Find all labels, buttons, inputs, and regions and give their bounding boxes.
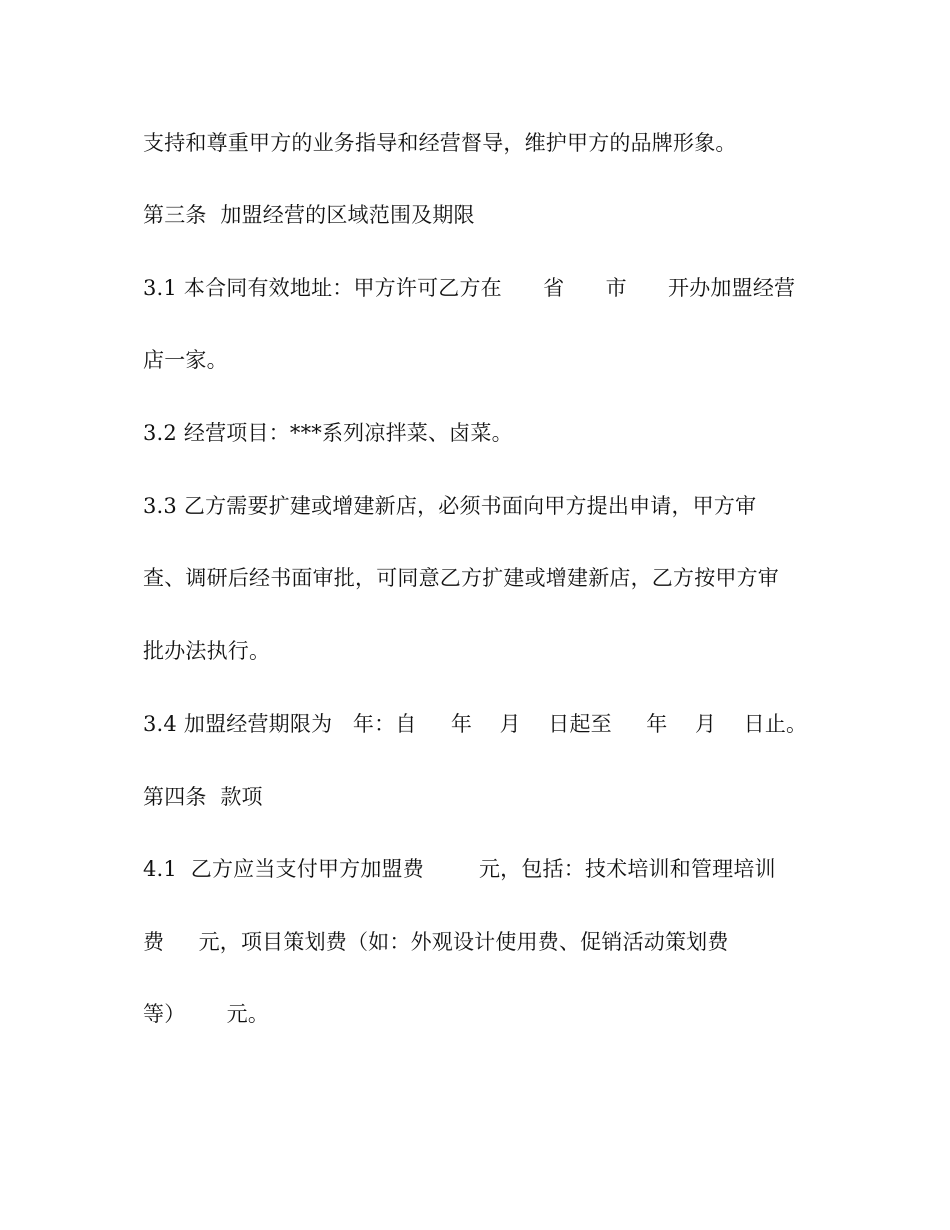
paragraph-line-3-2: 3.2 经营项目：***系列凉拌菜、卤菜。 bbox=[143, 421, 513, 445]
section-heading-article-3: 第三条 加盟经营的区域范围及期限 bbox=[143, 203, 475, 227]
paragraph-line: 等） 元。 bbox=[143, 1002, 270, 1026]
paragraph-line: 店一家。 bbox=[143, 348, 228, 372]
paragraph-line: 查、调研后经书面审批，可同意乙方扩建或增建新店，乙方按甲方审 bbox=[143, 566, 779, 590]
paragraph-line-3-1: 3.1 本合同有效地址：甲方许可乙方在 省 市 开办加盟经营 bbox=[143, 276, 796, 300]
paragraph-line-3-4: 3.4 加盟经营期限为 年：自 年 月 日起至 年 月 日止。 bbox=[143, 712, 808, 736]
paragraph-line: 费 元，项目策划费（如：外观设计使用费、促销活动策划费 bbox=[143, 930, 729, 954]
paragraph-line: 批办法执行。 bbox=[143, 639, 271, 663]
paragraph-line: 支持和尊重甲方的业务指导和经营督导，维护甲方的品牌形象。 bbox=[143, 131, 737, 155]
paragraph-line-4-1: 4.1 乙方应当支付甲方加盟费 元，包括：技术培训和管理培训 bbox=[143, 857, 776, 881]
paragraph-line-3-3: 3.3 乙方需要扩建或增建新店，必须书面向甲方提出申请，甲方审 bbox=[143, 494, 757, 518]
section-heading-article-4: 第四条 款项 bbox=[143, 785, 263, 809]
